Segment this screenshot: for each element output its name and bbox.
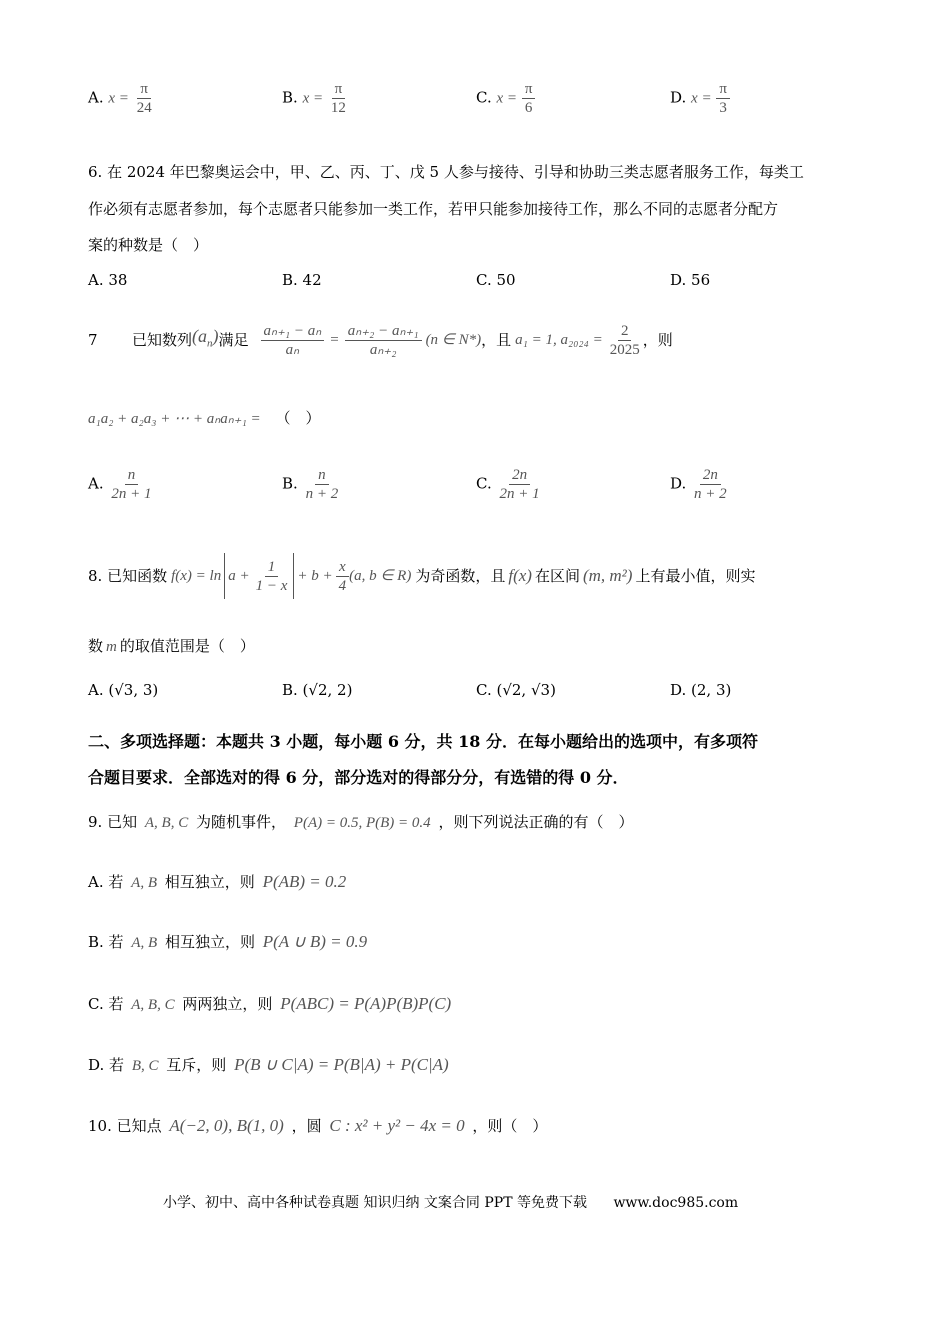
q9-option-a	[88, 872, 346, 893]
option-label: D.	[670, 88, 687, 107]
q5-option-d	[670, 80, 730, 117]
q7-intro: 已知数列	[132, 331, 193, 349]
fraction-denominator: aₙ	[285, 341, 300, 358]
footer-url[interactable]: www.doc985.com	[613, 1195, 739, 1211]
q9-option-d	[88, 1055, 449, 1076]
option-label: C. 若	[88, 995, 124, 1013]
q8-odd: 为奇函数，且	[415, 567, 506, 585]
fraction-numerator: n	[315, 466, 329, 485]
math-fraction	[522, 80, 536, 117]
q7-condition: (n ∈ N*)	[425, 332, 482, 348]
q9-stem	[88, 812, 633, 833]
q7-option-a	[88, 466, 155, 503]
q9-probs: P(A) = 0.5, P(B) = 0.4	[293, 815, 431, 831]
section-2-heading-line-2: 合题目要求．全部选对的得 6 分，部分选对的得部分分，有选错的得 0 分．	[88, 768, 629, 787]
q7-option-c	[476, 466, 543, 503]
option-label: C.	[476, 474, 492, 493]
fraction-denominator: aₙ₊₂	[369, 341, 397, 358]
fraction-denominator: 2n + 1	[499, 486, 540, 502]
option-fraction	[691, 466, 730, 503]
option-math-2: P(ABC) = P(A)P(B)P(C)	[280, 994, 452, 1013]
footer	[163, 1192, 738, 1212]
option-fraction	[497, 466, 543, 503]
fraction-denominator: n + 2	[694, 486, 727, 502]
q10-tail: ，则（ ）	[472, 1117, 548, 1135]
math-lhs: x =	[108, 90, 129, 107]
q8-option-d: D. (2, 3)	[670, 681, 732, 699]
q9-option-b	[88, 932, 367, 953]
abs-a: a +	[228, 568, 250, 584]
q8-tail: 上有最小值，则实	[635, 567, 756, 585]
q7-init-fraction	[607, 322, 643, 359]
math-fraction	[328, 80, 349, 117]
section-2-heading-line-1: 二、多项选择题：本题共 3 小题，每小题 6 分，共 18 分．在每小题给出的选项中，有多项符	[88, 732, 758, 751]
q8-plus-b: + b +	[297, 568, 333, 584]
fraction-denominator: 6	[524, 100, 533, 116]
q6-option-b: B. 42	[282, 271, 322, 289]
option-math-1: A, B, C	[131, 997, 175, 1013]
option-label: B. 若	[88, 933, 124, 951]
q8-option-b: B. (√2, 2)	[282, 681, 353, 699]
option-label: D. 若	[88, 1056, 125, 1074]
q7-sum: a₁a₂ + a₂a₃ + ⋯ + aₙaₙ₊₁ =	[88, 411, 261, 427]
fraction-numerator: aₙ₊₁ − aₙ	[261, 322, 325, 341]
q7-and: ，且	[481, 331, 512, 349]
q8-option-c: C. (√2, √3)	[476, 681, 556, 699]
q7-fraction-1	[261, 322, 325, 359]
option-text: 两两独立，则	[182, 995, 273, 1013]
q6-line-1: 6. 在 2024 年巴黎奥运会中，甲、乙、丙、丁、戊 5 人参与接待、引导和协助三类志愿者服务工作，每类工	[88, 163, 804, 181]
math-fraction	[716, 80, 730, 117]
q5-option-c	[476, 80, 535, 117]
q10-stem	[88, 1116, 547, 1136]
q7-equals: =	[330, 332, 339, 348]
option-label: A. 若	[88, 873, 124, 891]
fraction-denominator: 2n + 1	[111, 486, 152, 502]
fraction-denominator: 1 − x	[255, 577, 288, 594]
q8-fx: f(x)	[508, 566, 532, 585]
q6-option-c: C. 50	[476, 271, 516, 289]
abs-fraction	[253, 558, 291, 595]
option-math-1: B, C	[131, 1058, 159, 1074]
option-label: B.	[282, 88, 298, 107]
q8-m: m	[106, 639, 117, 655]
option-math-2: P(B ∪ C|A) = P(B|A) + P(C|A)	[234, 1055, 449, 1074]
q10-prefix: 10. 已知点	[88, 1117, 162, 1135]
option-math-2: P(AB) = 0.2	[262, 872, 347, 891]
fraction-numerator: x	[336, 558, 349, 577]
option-label: A.	[88, 474, 104, 493]
option-text: 相互独立，则	[164, 933, 255, 951]
option-math-2: P(A ∪ B) = 0.9	[262, 932, 368, 951]
q7-satisfies: 满足	[218, 331, 249, 349]
q8-line2-b: 的取值范围是（ ）	[119, 637, 255, 655]
q9-tail: ，则下列说法正确的有（ ）	[438, 813, 634, 831]
q7-sum-line	[88, 408, 320, 429]
q7-option-b	[282, 466, 341, 503]
seq-close: )	[212, 326, 219, 347]
q7-then: ，则	[642, 331, 673, 349]
option-math-1: A, B	[131, 935, 158, 951]
q9-prefix: 9. 已知	[88, 813, 138, 831]
q8-prefix: 8. 已知函数	[88, 567, 168, 585]
fraction-numerator: π	[716, 80, 730, 99]
fraction-numerator: n	[125, 466, 139, 485]
fraction-numerator: 2n	[700, 466, 721, 485]
math-lhs: x =	[302, 90, 324, 107]
fraction-numerator: 1	[265, 558, 279, 577]
footer-text: 小学、初中、高中各种试卷真题 知识归纳 文案合同 PPT 等免费下载	[163, 1195, 587, 1211]
option-text: 互斥，则	[166, 1056, 227, 1074]
q5-option-a	[88, 80, 155, 117]
fraction-numerator: 2n	[509, 466, 530, 485]
fraction-denominator: 12	[330, 100, 346, 116]
q5-option-b	[282, 80, 349, 117]
q6-line-3: 案的种数是（ ）	[88, 236, 209, 254]
math-lhs: x =	[691, 90, 712, 107]
fraction-numerator: aₙ₊₂ − aₙ₊₁	[345, 322, 422, 341]
q8-option-a: A. (√3, 3)	[88, 681, 159, 699]
q7-number: 7	[88, 331, 98, 349]
math-lhs: x =	[496, 90, 518, 107]
q8-x-fraction	[336, 558, 350, 595]
q9-mid: 为随机事件，	[196, 813, 287, 831]
q7-fraction-2	[345, 322, 422, 359]
q8-line2-a: 数	[88, 637, 104, 655]
q8-stem	[88, 548, 755, 604]
q10-mid: ，圆	[291, 1117, 322, 1135]
q9-option-c	[88, 994, 451, 1015]
option-label: A.	[88, 88, 104, 107]
q6-option-a: A. 38	[88, 271, 128, 289]
fraction-denominator: n + 2	[305, 486, 339, 502]
fraction-denominator: 4	[338, 577, 347, 594]
seq-open: (a	[192, 326, 208, 347]
fraction-denominator: 3	[719, 100, 727, 116]
q6-option-d: D. 56	[670, 271, 711, 289]
math-fraction	[134, 80, 155, 117]
q8-interval: (m, m²)	[582, 566, 633, 585]
q8-abs-value	[224, 553, 294, 599]
option-fraction	[303, 466, 342, 503]
q9-events: A, B, C	[144, 815, 189, 831]
q8-line-2	[88, 636, 255, 657]
fraction-numerator: 2	[618, 322, 632, 341]
fraction-numerator: π	[522, 80, 536, 99]
q8-condition: (a, b ∈ R)	[349, 568, 412, 584]
q7-seq	[192, 326, 219, 354]
option-label: C.	[476, 88, 492, 107]
fraction-denominator: 24	[136, 100, 152, 116]
q10-points: A(−2, 0), B(1, 0)	[169, 1116, 284, 1135]
seq-subscript: n	[207, 337, 213, 350]
q8-f-lhs: f(x) = ln	[171, 568, 222, 584]
q7-initial: a₁ = 1, a₂₀₂₄ =	[515, 332, 603, 348]
q7-stem	[132, 312, 673, 368]
option-label: B.	[282, 474, 298, 493]
option-math-1: A, B	[131, 875, 157, 891]
fraction-numerator: π	[332, 80, 346, 99]
q7-option-d	[670, 466, 730, 503]
q8-interval-text: 在区间	[534, 567, 580, 585]
fraction-numerator: π	[137, 80, 151, 99]
q6-line-2: 作必须有志愿者参加，每个志愿者只能参加一类工作，若甲只能参加接待工作，那么不同的志愿者分配方	[88, 200, 779, 218]
q10-circle: C : x² + y² − 4x = 0	[329, 1116, 465, 1135]
option-text: 相互独立，则	[164, 873, 255, 891]
option-label: D.	[670, 474, 687, 493]
option-fraction	[108, 466, 154, 503]
fraction-denominator: 2025	[609, 341, 640, 358]
q7-blank: （ ）	[275, 409, 321, 427]
